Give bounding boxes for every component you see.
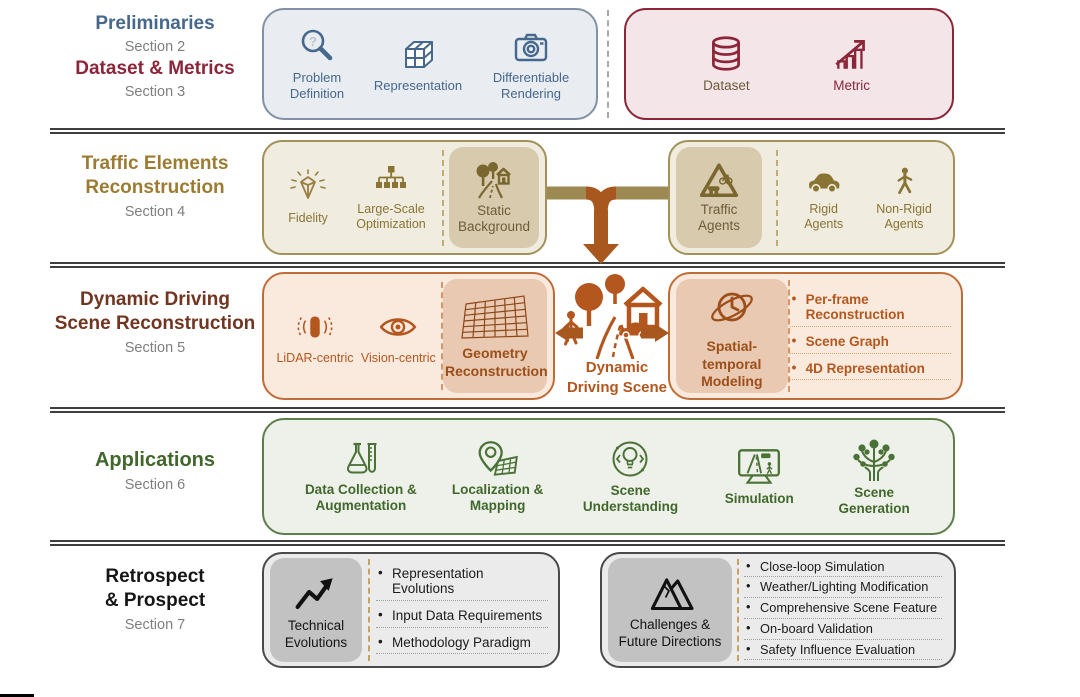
fidelity-item [276,168,340,226]
bullet-item: • 4D Representation [790,361,951,381]
section7-label: Section 7 [124,616,186,633]
database-icon [705,33,747,75]
item-label: Geometry Reconstruction [444,345,548,379]
applications-title: Applications [94,449,215,471]
row5-heading [30,565,280,634]
item-label: Scene Understanding [582,482,679,514]
warning-triangle-icon [698,161,740,199]
row4-heading [30,448,280,494]
geometry-reconstruction-highlight [443,279,547,393]
technical-evolutions-box [262,552,560,668]
gem-rays-icon [288,168,328,208]
driving-scene-icon [563,271,669,359]
item-label: Dataset [703,78,750,94]
large-scale-optimization-item [345,163,437,233]
item-label: Representation [373,77,463,93]
bulb-circle-icon [608,438,652,480]
section2-label: Section 2 [124,39,186,56]
dynamic-driving-scene-label: Dynamic Driving Scene [566,359,668,396]
spatial-temporal-highlight [676,279,788,393]
traffic-agents-box [668,140,955,255]
trend-chart-icon [831,33,873,75]
technical-evolutions-highlight [270,558,362,662]
dds-title-line1: Dynamic Driving [80,289,230,310]
bullet-item: • Scene Graph [790,334,951,354]
eye-icon [377,306,419,348]
box-divider [737,559,739,661]
item-label: Spatial-temporal Modeling [701,338,763,390]
item-label: Data Collection & Augmentation [304,481,417,513]
data-collection-item [297,439,425,515]
item-label: Large-Scale Optimization [356,201,426,231]
static-background-box [262,140,547,255]
circuit-tree-icon [850,436,898,482]
bullet-item: • Comprehensive Scene Feature [744,601,942,619]
dataset-metric-box [624,8,954,120]
applications-box [262,418,955,535]
bullet-item: • On-board Validation [744,622,942,640]
bullet-item: • Close-loop Simulation [744,560,942,578]
box-divider [442,150,444,246]
spatial-temporal-box [668,272,963,400]
challenges-bullets [744,560,942,661]
hierarchy-icon [371,163,411,199]
item-label: Non-Rigid Agents [876,201,932,231]
clock-orbit-icon [704,281,760,335]
separator-2 [50,262,1005,268]
traffic-elements-title-line2: Reconstruction [85,177,225,199]
pedestrian-icon [886,163,922,199]
retrospect-title-line2: & Prospect [104,590,206,612]
item-label: Rigid Agents [804,201,844,231]
technical-evolutions-bullets [376,566,548,654]
pin-map-icon [475,439,521,479]
preliminaries-box [262,8,598,120]
separator-3 [50,407,1005,413]
item-label: Technical Evolutions [284,618,348,650]
car-icon [804,163,844,199]
magnifier-question-icon [297,27,337,67]
bullet-item: • Safety Influence Evaluation [744,643,942,661]
item-label: Metric [833,78,871,94]
voxel-cube-icon [398,35,438,75]
row1-heading [30,12,280,102]
simulation-item [711,446,807,507]
localization-mapping-item [446,439,550,515]
bullet-item: • Weather/Lighting Modification [744,580,942,598]
flask-tube-icon [341,439,381,479]
item-label: Problem Definition [289,69,345,101]
item-label: Static Background [457,202,531,234]
item-label: Vision-centric [360,350,436,365]
spatial-temporal-bullets [790,292,951,380]
static-background-highlight [449,147,539,248]
mesh-surface-icon [458,292,532,342]
item-label: Challenges & Future Directions [618,617,722,649]
row1-divider [607,10,609,118]
item-label: Traffic Agents [697,201,741,233]
lidar-car-icon [294,306,336,348]
representation-item [362,35,474,94]
bullet-item: • Input Data Requirements [376,608,548,628]
bullet-item: • Per-frame Reconstruction [790,292,951,327]
zigzag-arrow-icon [290,569,342,615]
lidar-centric-item [274,306,356,366]
challenges-highlight [608,558,732,662]
geometry-reconstruction-box [262,272,555,400]
camera-icon [511,27,551,67]
box-divider [368,559,370,661]
dds-title-line2: Scene Reconstruction [54,313,256,335]
rigid-agents-item [793,163,855,233]
item-label: LiDAR-centric [276,350,354,365]
separator-4 [50,540,1005,546]
row3-heading [20,288,290,357]
scene-generation-item [828,436,920,518]
section4-label: Section 4 [124,203,186,220]
separator-1 [50,128,1005,134]
metric-item [807,33,897,94]
item-label: Differentiable Rendering [492,69,570,101]
traffic-agents-highlight [676,147,762,248]
item-label: Scene Generation [838,484,910,516]
monitor-road-icon [735,446,783,488]
section5-label: Section 5 [124,339,186,356]
bullet-item: • Methodology Paradigm [376,635,548,655]
mountain-icon [642,570,698,614]
trees-house-road-icon [472,160,516,200]
problem-definition-item [279,27,355,102]
section6-label: Section 6 [124,476,186,493]
scene-understanding-item [570,438,690,516]
svg-text:?: ? [309,33,317,49]
section3-label: Section 3 [124,84,186,101]
traffic-elements-title-line1: Traffic Elements [81,153,229,174]
row2-heading [30,152,280,221]
preliminaries-title: Preliminaries [95,13,215,34]
challenges-box [600,552,956,668]
vision-centric-item [356,306,440,366]
dataset-item [681,33,771,94]
non-rigid-agents-item [869,163,939,233]
item-label: Simulation [724,490,794,506]
box-divider [776,150,778,246]
differentiable-rendering-item [481,27,581,102]
item-label: Localization & Mapping [451,481,544,513]
bullet-item: • Representation Evolutions [376,566,548,601]
item-label: Fidelity [288,211,328,226]
retrospect-title-line1: Retrospect [105,566,205,587]
dataset-metrics-title: Dataset & Metrics [75,57,235,79]
